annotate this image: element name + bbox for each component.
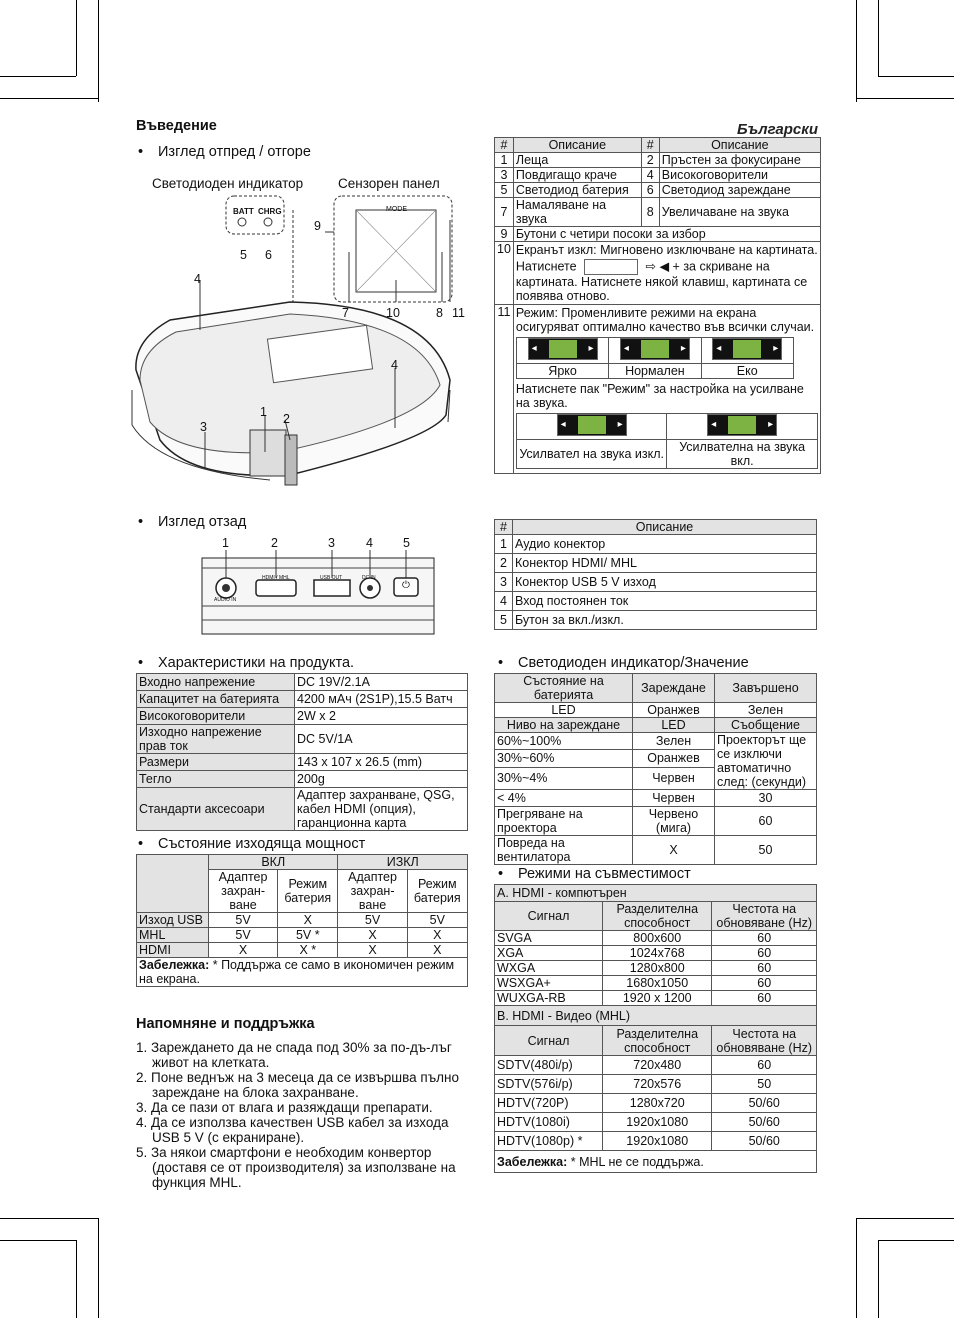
table-row: 11 Режим: Променливите режими на екрана осигуряват оптимално качество във всички случаи. ◂ ▸ ◂ ▸ ◂ ▸ Ярко Нормален Еко Натиснете пак "Режим" за настройка на усилване на звука. ◂ ▸ ◂ ▸ Усилвател на звука изкл. Усилвателна на звука вкл. bbox=[495, 305, 821, 474]
table-row: Повреда на вентилатора X 50 bbox=[495, 836, 817, 865]
table-row: SDTV(480i/p) 720x480 60 bbox=[495, 1056, 817, 1075]
rear-description-table: # Описание 1 Аудио конектор 2 Конектор HDMI/ MHL 3 Конектор USB 5 V изход 4 Вход постоянен ток 5 Бутон за вкл./изкл. bbox=[494, 519, 817, 630]
front-view-title: • Изглед отпред / отгоре bbox=[138, 144, 311, 160]
power-output-table: ВКЛ ИЗКЛ Адаптер захран-ване Режим батерия Адаптер захран-ване Режим батерия Изход USB 5V X 5V 5V MHL 5V 5V * X X HDMI X X * X X Забележка: * Поддържа се само в икономичен режим на екрана. bbox=[136, 854, 468, 987]
led-title: • Светодиоден индикатор/Значение bbox=[498, 655, 749, 671]
table-row: HDMI X X * X X bbox=[137, 943, 468, 958]
table-row: HDTV(720P) 1280x720 50/60 bbox=[495, 1094, 817, 1113]
table-row: < 4% Червен 30 bbox=[495, 790, 817, 807]
intro-heading: Въведение bbox=[136, 118, 217, 134]
led-label: Светодиоден индикатор bbox=[152, 176, 304, 191]
port-usb-label: USB OUT bbox=[320, 575, 343, 581]
sensor-label: Сензорен панел bbox=[338, 176, 440, 191]
rear-num-1: 1 bbox=[222, 536, 229, 550]
care-list bbox=[136, 1040, 468, 1190]
table-row: Входно напрежение DC 19V/2.1A bbox=[137, 674, 468, 691]
callout-4a: 4 bbox=[194, 272, 201, 286]
crop-mark bbox=[856, 1218, 954, 1219]
mode-label: MODE bbox=[386, 206, 407, 213]
table-row: Тегло 200g bbox=[137, 771, 468, 788]
specs-table bbox=[136, 673, 468, 831]
callout-4b: 4 bbox=[391, 358, 398, 372]
chrg-label: CHRG bbox=[258, 207, 282, 216]
power-icon: ⏻ bbox=[402, 580, 410, 591]
table-row: WSXGA+ 1680x1050 60 bbox=[495, 976, 817, 991]
rear-num-4: 4 bbox=[366, 536, 373, 550]
crop-mark bbox=[878, 0, 879, 76]
crop-mark bbox=[0, 98, 98, 99]
table-row: 2 Конектор HDMI/ MHL bbox=[495, 554, 817, 573]
sound-boost-on-icon bbox=[707, 414, 777, 436]
table-row: 4 Вход постоянен ток bbox=[495, 592, 817, 611]
table-row: Изход USB 5V X 5V 5V bbox=[137, 913, 468, 928]
table-row: Стандарти аксесоари Адаптер захранване, QSG, кабел HDMI (опция), гаранционна карта bbox=[137, 788, 468, 831]
led-table: Състояние на батерията Зареждане Завършено LED Оранжев Зелен Ниво на зареждане LED Съобщение 60%~100% Зелен Проекторът ще се изключи автоматично след: (секунди) 30%~60% Оранжев 30%~4% Червен < 4% Червен 30 Прегряване на проектора Червено (мига) 60 Повреда на вентилатора X 50 bbox=[494, 673, 817, 865]
crop-mark bbox=[856, 98, 954, 99]
table-row: Изходно напрежение прав ток DC 5V/1A bbox=[137, 725, 468, 754]
rear-num-2: 2 bbox=[271, 536, 278, 550]
callout-7: 7 bbox=[342, 306, 349, 320]
crop-mark bbox=[0, 1218, 98, 1219]
table-row: 3 Конектор USB 5 V изход bbox=[495, 573, 817, 592]
crop-mark bbox=[856, 1218, 857, 1318]
table-row: LED Оранжев Зелен bbox=[495, 703, 817, 718]
bright-mode-icon bbox=[528, 338, 598, 360]
callout-10: 10 bbox=[386, 306, 400, 320]
port-dcin-label: DC IN bbox=[362, 575, 376, 581]
port-audio-label: AUDIO IN bbox=[214, 597, 237, 603]
table-row: HDTV(1080i) 1920x1080 50/60 bbox=[495, 1113, 817, 1132]
crop-mark bbox=[0, 76, 76, 77]
callout-8: 8 bbox=[436, 306, 443, 320]
list-item: 4. Да се използва качествен USB кабел за изхода USB 5 V (с екраниране). bbox=[136, 1115, 449, 1145]
sound-boost-off-icon bbox=[557, 414, 627, 436]
table-row: WUXGA-RB 1920 x 1200 60 bbox=[495, 991, 817, 1006]
callout-5: 5 bbox=[240, 248, 247, 262]
table-row: MHL 5V 5V * X X bbox=[137, 928, 468, 943]
crop-mark bbox=[878, 1240, 954, 1241]
crop-mark bbox=[98, 1218, 99, 1318]
callout-9: 9 bbox=[314, 219, 321, 233]
table-row: 1 Аудио конектор bbox=[495, 535, 817, 554]
table-row: 3 Повдигащо краче 4 Високоговорители bbox=[495, 168, 821, 183]
rear-num-5: 5 bbox=[403, 536, 410, 550]
crop-mark bbox=[856, 0, 857, 102]
front-description-table: # Описание # Описание 1 Леща 2 Пръстен за фокусиране 3 Повдигащо краче 4 Високоговорители 5 Светодиод батерия 6 Светодиод зареждане 7 Намаляване на звука 8 Увеличаване на звука 9 Бутони с четири посоки за избор 10 Екранът изкл: Мигновено изключване на картината. Натиснете ◂ ▸ ⇨ ◀ + за скриване на картината. Натиснете някой клавиш, картината се появява отново. 11 Режим: Променливите режими на екрана осигуряват оптимално качество във всички случаи. ◂ ▸ ◂ ▸ ◂ ▸ Ярко Нормален Еко Натиснете пак "Режим" за настройка на усилване на звука. ◂ ▸ ◂ ▸ Усилвател на звука изкл. Усилвателна на звука вкл. bbox=[494, 137, 821, 474]
language-label: Български bbox=[737, 121, 818, 138]
callout-2: 2 bbox=[283, 412, 290, 426]
normal-mode-icon bbox=[620, 338, 690, 360]
callout-11: 11 bbox=[452, 306, 465, 320]
list-item: 5. За някои смартфони е необходим конвертор (доставя се от производителя) за използване на функция MHL. bbox=[136, 1145, 456, 1190]
power-title: • Състояние изходяща мощност bbox=[138, 836, 365, 852]
port-hdmi-label: HDMI / MHL bbox=[262, 575, 290, 581]
eco-mode-icon bbox=[712, 338, 782, 360]
crop-mark bbox=[878, 76, 954, 77]
specs-title: • Характеристики на продукта. bbox=[138, 655, 354, 671]
table-row: Капацитет на батерията 4200 мАч (2S1P),15.5 Ватч bbox=[137, 691, 468, 708]
table-row: 7 Намаляване на звука 8 Увеличаване на звука bbox=[495, 198, 821, 227]
table-row: Високоговорители 2W x 2 bbox=[137, 708, 468, 725]
compat-title: • Режими на съвместимост bbox=[498, 866, 691, 882]
list-item: 3. Да се пази от влага и разяждащи препарати. bbox=[136, 1100, 433, 1115]
callout-6: 6 bbox=[265, 248, 272, 262]
crop-mark bbox=[76, 0, 77, 76]
table-row: Размери 143 x 107 x 26.5 (mm) bbox=[137, 754, 468, 771]
table-row: 9 Бутони с четири посоки за избор bbox=[495, 227, 821, 242]
crop-mark bbox=[0, 1240, 76, 1241]
rear-view-title: • Изглед отзад bbox=[138, 514, 246, 530]
screen-off-key-icon bbox=[584, 259, 638, 275]
compat-table: A. HDMI - компютърен Сигнал Разделителна способност Честота на обновяване (Hz) SVGA 800x600 60 XGA 1024x768 60 WXGA 1280x800 60 WSXGA+ 1680x1050 60 WUXGA-RB 1920 x 1200 60 B. HDMI - Видео (MHL) Сигнал Разделителна способност Честота на обновяване (Hz) SDTV(480i/p) 720x480 60 SDTV(576i/p) 720x576 50 HDTV(720P) 1280x720 50/60 HDTV(1080i) 1920x1080 50/60 HDTV(1080p) * 1920x1080 50/60 Забележка: * MHL не се поддържа. bbox=[494, 884, 817, 1173]
batt-label: BATT bbox=[233, 207, 254, 216]
care-heading: Напомняне и поддръжка bbox=[136, 1016, 315, 1032]
table-row: WXGA 1280x800 60 bbox=[495, 961, 817, 976]
list-item: 2. Поне веднъж на 3 месеца да се извършва пълно зареждане на блока захранване. bbox=[136, 1070, 459, 1100]
callout-3: 3 bbox=[200, 420, 207, 434]
crop-mark bbox=[878, 1240, 879, 1318]
table-row: HDTV(1080p) * 1920x1080 50/60 bbox=[495, 1132, 817, 1151]
table-row: XGA 1024x768 60 bbox=[495, 946, 817, 961]
table-row: 10 Екранът изкл: Мигновено изключване на картината. Натиснете ◂ ▸ ⇨ ◀ + за скриване на картината. Натиснете някой клавиш, картината се появява отново. bbox=[495, 242, 821, 305]
table-row: 30%~60% Оранжев bbox=[495, 750, 817, 767]
table-row: SDTV(576i/p) 720x576 50 bbox=[495, 1075, 817, 1094]
table-row: 30%~4% Червен bbox=[495, 767, 817, 789]
projector-rear-illustration bbox=[200, 550, 436, 636]
table-row: 5 Бутон за вкл./изкл. bbox=[495, 611, 817, 630]
table-row: 5 Светодиод батерия 6 Светодиод зареждане bbox=[495, 183, 821, 198]
projector-front-illustration bbox=[130, 190, 470, 500]
table-row: 60%~100% Зелен Проекторът ще се изключи автоматично след: (секунди) bbox=[495, 733, 817, 750]
crop-mark bbox=[76, 1240, 77, 1318]
table-row: SVGA 800x600 60 bbox=[495, 931, 817, 946]
table-row: 1 Леща 2 Пръстен за фокусиране bbox=[495, 153, 821, 168]
rear-num-3: 3 bbox=[328, 536, 335, 550]
table-row: Прегряване на проектора Червено (мига) 60 bbox=[495, 807, 817, 836]
list-item: 1. Зареждането да не спада под 30% за по-дъ-лъг живот на клетката. bbox=[136, 1040, 452, 1070]
callout-1: 1 bbox=[260, 405, 267, 419]
crop-mark bbox=[98, 0, 99, 102]
